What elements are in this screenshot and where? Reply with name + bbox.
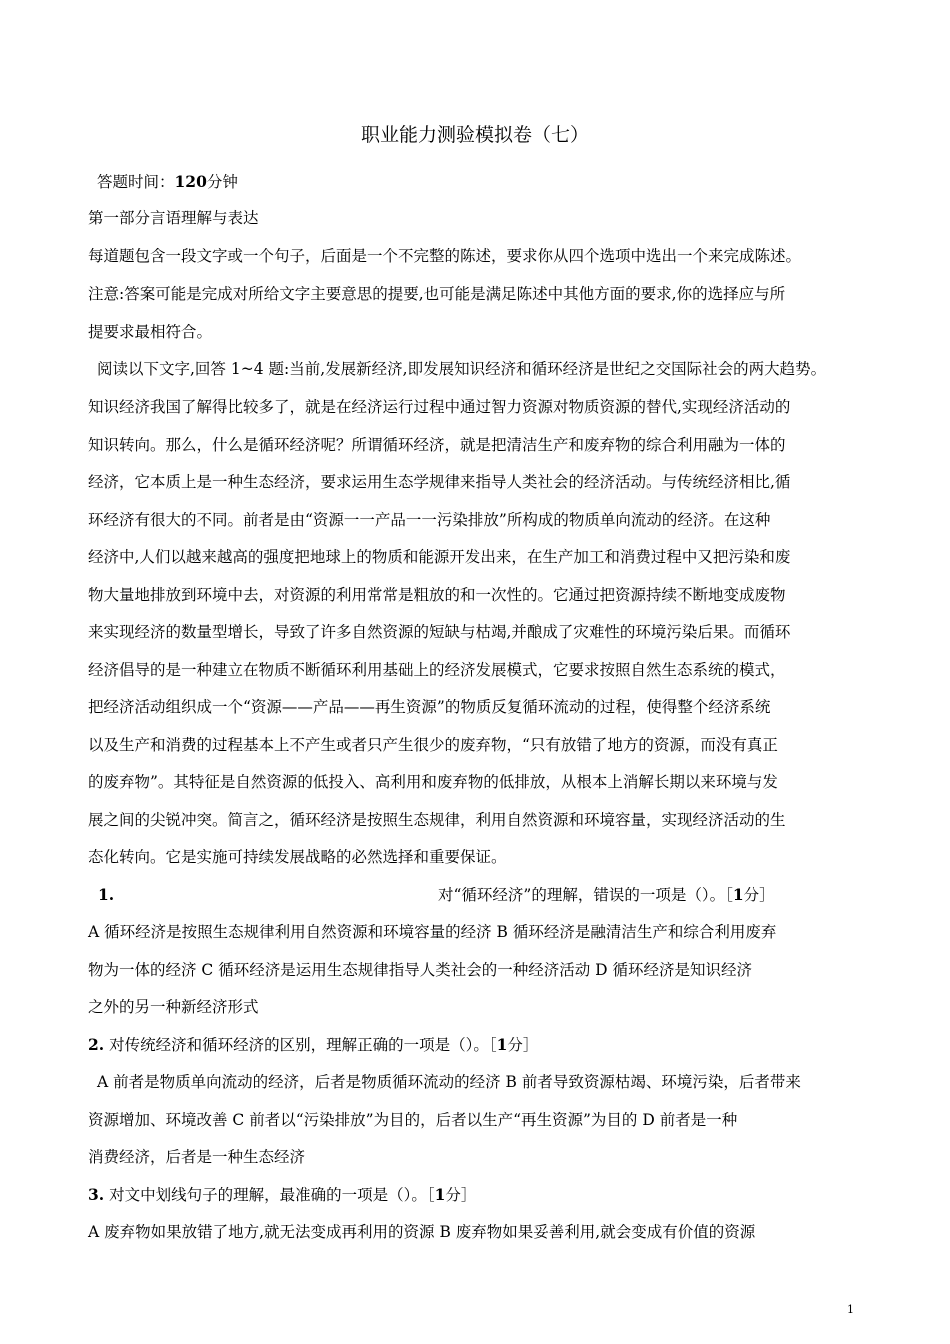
question-3-score-unit: 分］ — [445, 1186, 477, 1204]
time-unit: 分钟 — [206, 173, 238, 191]
question-2-score: 1 — [496, 1035, 508, 1054]
passage-line: 态化转向。它是实施可持续发展战略的必然选择和重要保证。 — [88, 848, 507, 866]
passage-line: 经济倡导的是一种建立在物质不断循环利用基础上的经济发展模式，它要求按照自然生态系统的模式， — [88, 661, 786, 679]
instruction-line: 提要求最相符合。 — [88, 323, 213, 341]
passage-line: 知识经济我国了解得比较多了，就是在经济运行过程中通过智力资源对物质资源的替代,实现经济活动的 — [88, 398, 791, 416]
question-2-score-unit: 分］ — [507, 1036, 539, 1054]
passage-line: 来实现经济的数量型增长，导致了许多自然资源的短缺与枯竭,并酿成了灾难性的环境污染后果。而循环 — [88, 623, 791, 641]
passage-line: 阅读以下文字,回答 1~4 题:当前,发展新经济,即发展知识经济和循环经济是世纪之交国际社会的两大趋势。 — [97, 360, 827, 378]
question-1-score: 1 — [732, 885, 744, 904]
time-value: 120 — [174, 172, 207, 191]
passage-line: 展之间的尖锐冲突。简言之，循环经济是按照生态规律，利用自然资源和环境容量，实现经济活动的生 — [88, 811, 786, 829]
time-label: 答题时间： — [97, 173, 175, 191]
question-3-stem-text: 对文中划线句子的理解，最准确的一项是（）。［ — [104, 1186, 435, 1204]
question-2-option-line: 消费经济，后者是一种生态经济 — [88, 1148, 306, 1166]
passage-line: 把经济活动组织成一个“资源——产品——再生资源”的物质反复循环流动的过程，使得整个经济系统 — [88, 698, 771, 716]
instruction-line: 注意:答案可能是完成对所给文字主要意思的提要,也可能是满足陈述中其他方面的要求,你的选择应与所 — [88, 285, 786, 303]
question-2-stem — [88, 1033, 878, 1057]
question-1-number: 1. — [98, 885, 115, 904]
passage-line: 的废弃物”。其特征是自然资源的低投入、高利用和废弃物的低排放，从根本上消解长期以来环境与发 — [88, 773, 778, 791]
passage-line: 知识转向。那么，什么是循环经济呢？所谓循环经济，就是把清洁生产和废弃物的综合利用融为一体的 — [88, 436, 786, 454]
passage-line: 经济中,人们以越来越高的强度把地球上的物质和能源开发出来，在生产加工和消费过程中又把污染和废 — [88, 548, 791, 566]
question-2-option-line: 资源增加、环境改善 C 前者以“污染排放”为目的，后者以生产“再生资源”为目的 D 前者是一种 — [88, 1111, 738, 1129]
question-3-score: 1 — [434, 1185, 446, 1204]
instruction-line: 每道题包含一段文字或一个句子，后面是一个不完整的陈述，要求你从四个选项中选出一个来完成陈述。 — [88, 247, 802, 265]
page-title: 职业能力测验模拟卷（七） — [360, 124, 589, 146]
question-1-option-line: 物为一体的经济 C 循环经济是运用生态规律指导人类社会的一种经济活动 D 循环经济是知识经济 — [88, 961, 752, 979]
passage-line: 以及生产和消费的过程基本上不产生或者只产生很少的废弃物，“只有放错了地方的资源，而没有真正 — [88, 736, 778, 754]
question-1-stem — [438, 883, 775, 907]
section-heading: 第一部分言语理解与表达 — [88, 209, 259, 227]
page-number: 1 — [847, 1303, 854, 1316]
passage-line: 环经济有很大的不同。前者是由“资源一一产品一一污染排放”所构成的物质单向流动的经济。在这种 — [88, 511, 771, 529]
passage-line: 经济，它本质上是一种生态经济，要求运用生态学规律来指导人类社会的经济活动。与传统经济相比,循 — [88, 473, 791, 491]
passage-line: 物大量地排放到环境中去，对资源的利用常常是粗放的和一次性的。它通过把资源持续不断地变成废物 — [88, 586, 786, 604]
question-3-stem — [88, 1183, 878, 1207]
question-2-number: 2. — [88, 1035, 105, 1054]
question-2-option-line: A 前者是物质单向流动的经济，后者是物质循环流动的经济 B 前者导致资源枯竭、环境污染，后者带来 — [97, 1073, 801, 1091]
question-1-option-line: A 循环经济是按照生态规律利用自然资源和环境容量的经济 B 循环经济是融清洁生产和综合利用废弃 — [88, 923, 777, 941]
question-1-option-line: 之外的另一种新经济形式 — [88, 998, 259, 1016]
answer-time — [97, 170, 887, 194]
question-3-number: 3. — [88, 1185, 105, 1204]
question-1-score-unit: 分］ — [743, 886, 775, 904]
question-2-stem-text: 对传统经济和循环经济的区别，理解正确的一项是（）。［ — [104, 1036, 497, 1054]
question-1-stem-text: 对“循环经济”的理解，错误的一项是（）。［ — [438, 886, 733, 904]
question-3-option-line: A 废弃物如果放错了地方,就无法变成再利用的资源 B 废弃物如果妥善利用,就会变成有价值的资源 — [88, 1223, 756, 1241]
